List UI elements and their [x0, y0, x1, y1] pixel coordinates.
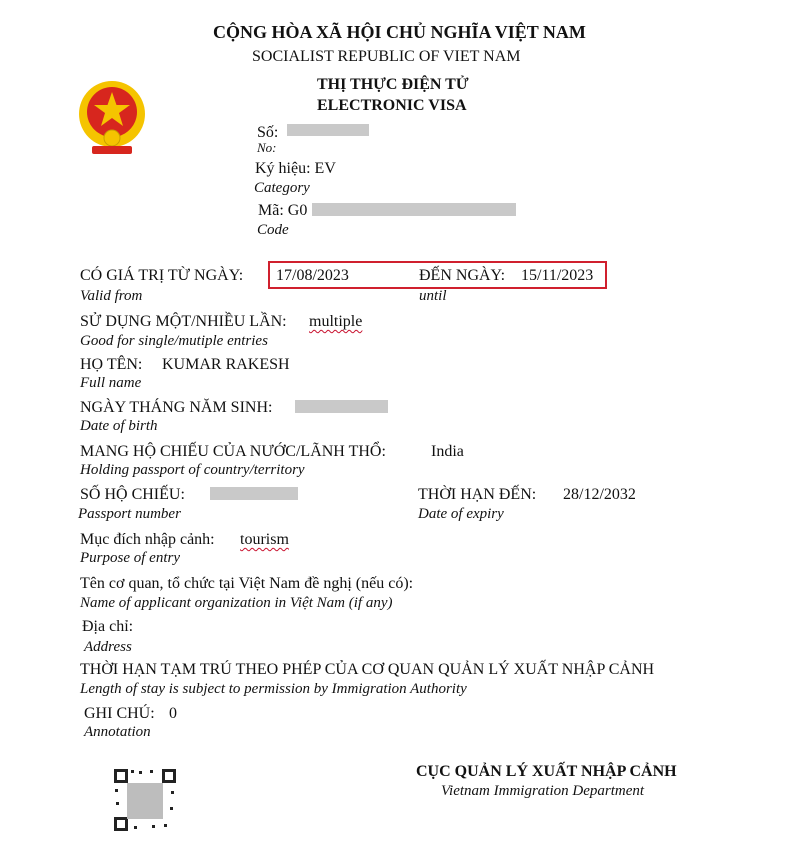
passport-number-label-en: Passport number: [78, 506, 181, 522]
country-title-vi: CỘNG HÒA XÃ HỘI CHỦ NGHĨA VIỆT NAM: [213, 22, 586, 42]
purpose-label-en: Purpose of entry: [80, 550, 180, 566]
name-value: KUMAR RAKESH: [162, 356, 290, 373]
immigration-dept-vi: CỤC QUẢN LÝ XUẤT NHẬP CẢNH: [416, 763, 677, 780]
vietnam-emblem-icon: [78, 76, 146, 166]
note-value: 0: [169, 705, 177, 722]
country-title-en: SOCIALIST REPUBLIC OF VIET NAM: [252, 48, 521, 65]
number-label-en: No:: [257, 140, 277, 155]
immigration-dept-en: Vietnam Immigration Department: [441, 783, 645, 799]
passport-country-label-en: Holding passport of country/territory: [80, 462, 305, 478]
category-label-en: Category: [254, 180, 310, 196]
valid-from-label-en: Valid from: [80, 288, 143, 304]
note-label-en: Annotation: [84, 724, 151, 740]
entries-value: multiple: [309, 313, 363, 330]
category-label: Ký hiệu: EV: [255, 160, 336, 177]
document-title-vi: THỊ THỰC ĐIỆN TỬ: [317, 76, 469, 93]
dob-redaction: [295, 400, 388, 413]
address-label: Địa chỉ:: [82, 618, 134, 635]
code-label: Mã: G0: [258, 202, 308, 219]
valid-until-label-en: until: [419, 288, 447, 304]
address-label-en: Address: [84, 639, 132, 655]
valid-from-value: 17/08/2023: [276, 267, 349, 284]
length-of-stay-label-en: Length of stay is subject to permission by Immigration Authority: [80, 681, 467, 697]
organization-label: Tên cơ quan, tổ chức tại Việt Nam đề nghị (nếu có):: [80, 575, 414, 592]
dob-label-en: Date of birth: [80, 418, 158, 434]
entries-label-en: Good for single/mutiple entries: [80, 333, 268, 349]
passport-country-label: MANG HỘ CHIẾU CỦA NƯỚC/LÃNH THỔ:: [80, 443, 386, 460]
qr-code-icon: [114, 769, 176, 831]
number-label: Số:: [257, 124, 279, 141]
valid-until-value: 15/11/2023: [521, 267, 594, 284]
note-label: GHI CHÚ:: [84, 705, 155, 722]
code-label-en: Code: [257, 222, 289, 238]
expiry-label: THỜI HẠN ĐẾN:: [418, 486, 537, 503]
passport-country-value: India: [431, 443, 464, 460]
valid-until-label: ĐẾN NGÀY:: [419, 267, 506, 284]
number-redaction: [287, 124, 369, 136]
entries-label: SỬ DỤNG MỘT/NHIỀU LẦN:: [80, 313, 287, 330]
dob-label: NGÀY THÁNG NĂM SINH:: [80, 399, 273, 416]
code-redaction: [312, 203, 516, 216]
document-title-en: ELECTRONIC VISA: [317, 97, 467, 114]
name-label-en: Full name: [80, 375, 142, 391]
expiry-value: 28/12/2032: [563, 486, 636, 503]
purpose-value: tourism: [240, 531, 289, 548]
passport-number-label: SỐ HỘ CHIẾU:: [80, 486, 185, 503]
valid-from-label: CÓ GIÁ TRỊ TỪ NGÀY:: [80, 267, 244, 284]
length-of-stay-label: THỜI HẠN TẠM TRÚ THEO PHÉP CỦA CƠ QUAN QUẢN LÝ XUẤT NHẬP CẢNH: [80, 661, 655, 678]
passport-number-redaction: [210, 487, 298, 500]
organization-label-en: Name of applicant organization in Việt Nam (if any): [80, 595, 393, 611]
name-label: HỌ TÊN:: [80, 356, 143, 373]
expiry-label-en: Date of expiry: [418, 506, 504, 522]
purpose-label: Mục đích nhập cảnh:: [80, 531, 215, 548]
